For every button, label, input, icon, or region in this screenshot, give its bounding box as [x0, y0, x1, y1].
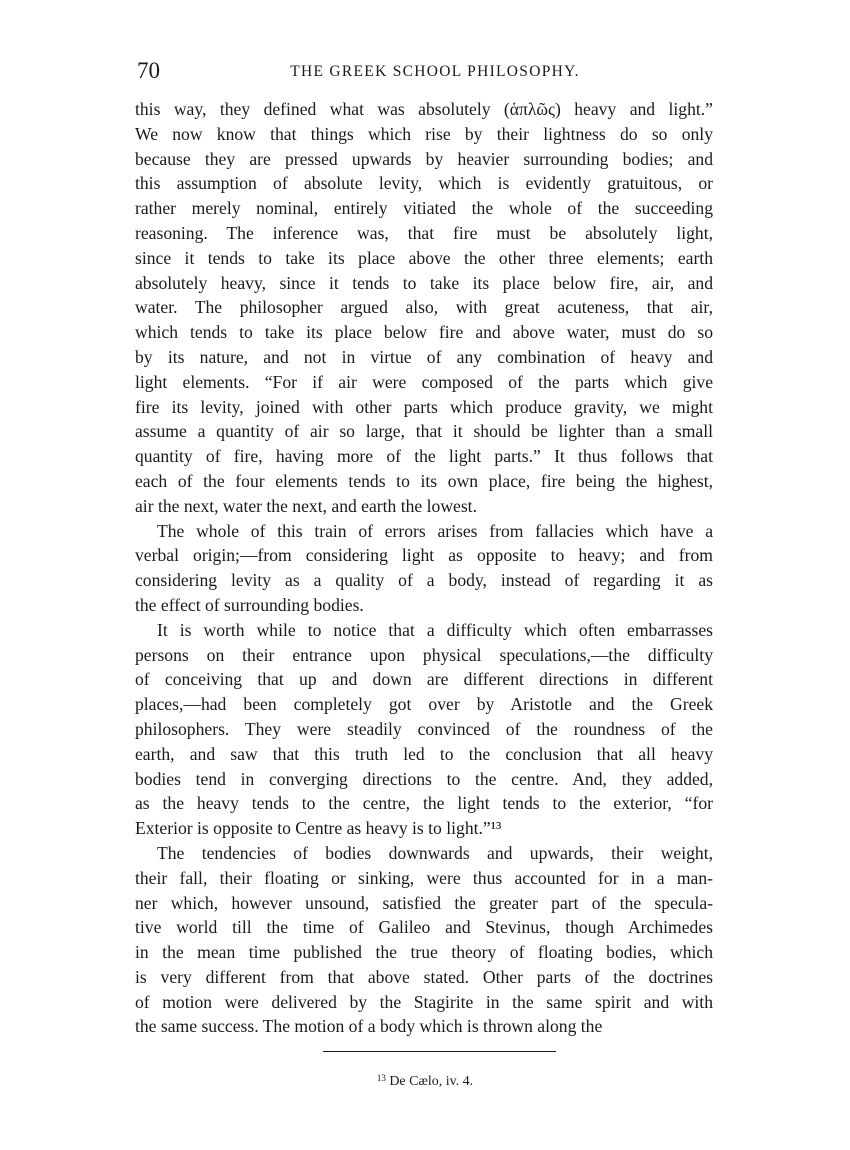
- text-line: each of the four elements tends to its own place, fire being the highest,: [135, 470, 713, 491]
- text-line: air the next, water the next, and earth the lowest.: [135, 495, 477, 516]
- paragraph: [135, 97, 713, 519]
- text-line: in the mean time published the true theory of floating bodies, which: [135, 942, 713, 963]
- text-line: tive world till the time of Galileo and Stevinus, though Archimedes: [135, 917, 713, 938]
- footnote-text: De Cælo, iv. 4.: [389, 1074, 474, 1089]
- paragraph: [135, 519, 713, 618]
- text-line: as the heavy tends to the centre, the light tends to the exterior, “for: [135, 793, 713, 814]
- paragraph: [135, 618, 713, 841]
- text-line: The whole of this train of errors arises from fallacies which have a: [157, 520, 713, 541]
- text-line: because they are pressed upwards by heavier surrounding bodies; and: [135, 148, 713, 169]
- text-line: The tendencies of bodies downwards and upwards, their weight,: [157, 842, 713, 863]
- text-line: the effect of surrounding bodies.: [135, 594, 364, 615]
- text-line: of motion were delivered by the Stagirite in the same spirit and with: [135, 991, 713, 1012]
- text-line: since it tends to take its place above the other three elements; earth: [135, 247, 713, 268]
- text-line: light elements. “For if air were composed of the parts which give: [135, 371, 713, 392]
- page-number: 70: [137, 58, 160, 83]
- text-line: We now know that things which rise by their lightness do so only: [135, 123, 713, 144]
- page-header: [137, 56, 713, 86]
- text-line: reasoning. The inference was, that fire must be absolutely light,: [135, 222, 713, 243]
- text-line: quantity of fire, having more of the light parts.” It thus follows that: [135, 446, 713, 467]
- paragraph: [135, 841, 713, 1039]
- text-line: philosophers. They were steadily convinced of the roundness of the: [135, 718, 713, 739]
- text-line: of conceiving that up and down are different directions in different: [135, 669, 713, 690]
- text-line: this way, they defined what was absolutely (ἁπλῶς) heavy and light.”: [135, 99, 713, 119]
- text-line: their fall, their floating or sinking, were thus accounted for in a man-: [135, 867, 713, 888]
- text-line: rather merely nominal, entirely vitiated the whole of the succeeding: [135, 198, 713, 219]
- text-line: persons on their entrance upon physical speculations,—the difficulty: [135, 644, 713, 665]
- body-text: [135, 97, 713, 1039]
- text-line: which tends to take its place below fire and above water, must do so: [135, 322, 713, 343]
- footnote-marker: 13: [376, 1073, 386, 1083]
- text-line: is very different from that above stated. Other parts of the doctrines: [135, 966, 713, 987]
- text-line: It is worth while to notice that a difficulty which often embarrasses: [157, 619, 713, 640]
- text-line: the same success. The motion of a body which is thrown along the: [135, 1016, 603, 1037]
- text-line: Exterior is opposite to Centre as heavy is to light.”¹³: [135, 818, 502, 839]
- running-title: THE GREEK SCHOOL PHILOSOPHY.: [290, 63, 580, 80]
- text-line: assume a quantity of air so large, that it should be lighter than a small: [135, 421, 713, 442]
- text-line: earth, and saw that this truth led to the conclusion that all heavy: [135, 743, 713, 764]
- text-line: verbal origin;—from considering light as opposite to heavy; and from: [135, 545, 713, 566]
- text-line: by its nature, and not in virtue of any combination of heavy and: [135, 346, 713, 367]
- text-line: absolutely heavy, since it tends to take its place below fire, air, and: [135, 272, 713, 293]
- text-line: water. The philosopher argued also, with great acuteness, that air,: [135, 297, 713, 318]
- text-line: fire its levity, joined with other parts which produce gravity, we might: [135, 396, 713, 417]
- text-line: places,—had been completely got over by Aristotle and the Greek: [135, 694, 713, 715]
- text-line: considering levity as a quality of a body, instead of regarding it as: [135, 570, 713, 591]
- text-line: ner which, however unsound, satisfied the greater part of the specula-: [135, 892, 713, 913]
- text-line: bodies tend in converging directions to the centre. And, they added,: [135, 768, 713, 789]
- footnote-divider: [323, 1051, 556, 1052]
- footnote: [0, 1068, 850, 1092]
- text-line: this assumption of absolute levity, which is evidently gratuitous, or: [135, 173, 713, 194]
